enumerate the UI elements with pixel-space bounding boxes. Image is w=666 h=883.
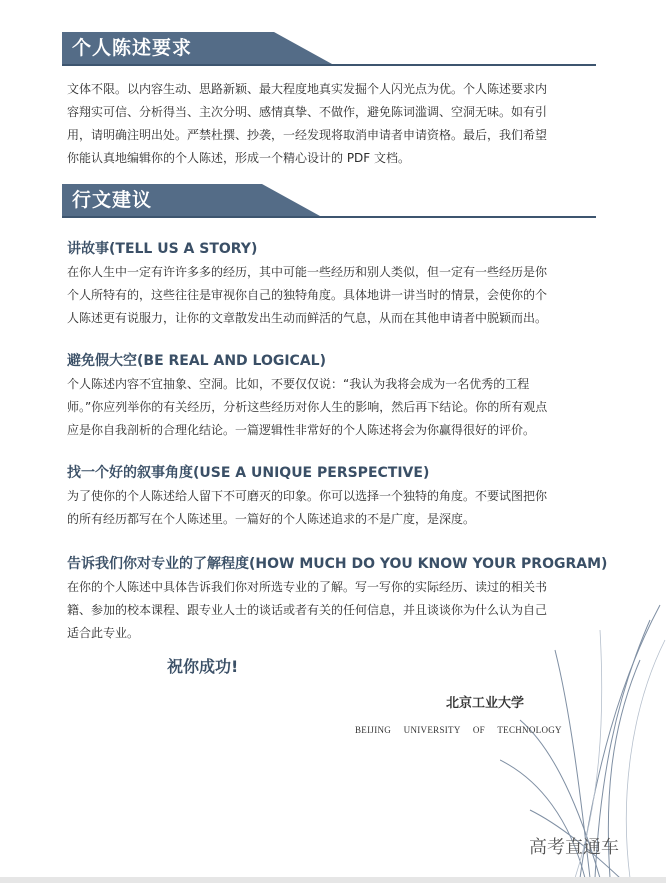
paragraph-line: 你能认真地编辑你的个人陈述，形成一个精心设计的 PDF 文档。 (67, 151, 411, 165)
tip-heading-know-program: 告诉我们你对专业的了解程度(HOW MUCH DO YOU KNOW YOUR PROGRAM) (67, 556, 608, 572)
tip-paragraph-be-real (67, 373, 607, 442)
paragraph-line: 人陈述更有说服力，让你的文章散发出生动而鲜活的气息，从而在其他申请者中脱颖而出。 (67, 311, 548, 325)
paragraph-line: 为了使你的个人陈述给人留下不可磨灭的印象。你可以选择一个独特的角度。不要试图把你 (67, 489, 548, 503)
paragraph-line: 师。”你应列举你的有关经历，分析这些经历对你人生的影响，然后再下结论。你的所有观点 (67, 400, 548, 414)
paragraph-line: 容翔实可信、分析得当、主次分明、感情真挚、不做作，避免陈词滥调、空洞无味。如有引 (67, 105, 548, 119)
paragraph-line: 文体不限。以内容生动、思路新颖、最大程度地真实发掘个人闪光点为优。个人陈述要求内 (67, 82, 548, 96)
paragraph-line: 应是你自我剖析的合理化结论。一篇逻辑性非常好的个人陈述将会为你赢得很好的评价。 (67, 423, 536, 437)
section-header-writing-tips (62, 184, 596, 222)
paragraph-line: 在你的个人陈述中具体告诉我们你对所选专业的了解。写一写你的实际经历、读过的相关书 (67, 580, 548, 594)
tip-paragraph-unique-perspective (67, 485, 607, 531)
bottom-border (0, 877, 666, 883)
paragraph-line: 用，请明确注明出处。严禁杜撰、抄袭，一经发现将取消申请者申请资格。最后，我们希望 (67, 128, 548, 142)
section-header-requirements (62, 32, 596, 70)
tip-heading-unique-perspective: 找一个好的叙事角度(USE A UNIQUE PERSPECTIVE) (67, 465, 430, 481)
tip-heading-tell-story: 讲故事(TELL US A STORY) (67, 241, 258, 257)
paragraph-line: 适合此专业。 (67, 626, 140, 640)
tip-paragraph-tell-story (67, 261, 607, 330)
section-title-requirements: 个人陈述要求 (72, 37, 193, 59)
paragraph-line: 在你人生中一定有许许多多的经历，其中可能一些经历和别人类似，但一定有一些经历是你 (67, 265, 548, 279)
section-title-writing-tips: 行文建议 (72, 189, 153, 211)
university-name-english: BEIJING UNIVERSITY OF TECHNOLOGY (355, 725, 562, 735)
closing-message: 祝你成功! (167, 657, 239, 676)
paragraph-line: 个人陈述内容不宜抽象、空洞。比如，不要仅仅说：“我认为我将会成为一名优秀的工程 (67, 377, 530, 391)
university-name-chinese: 北京工业大学 (446, 696, 525, 711)
paragraph-line: 籍、参加的校本课程、跟专业人士的谈话或者有关的任何信息，并且谈谈你为什么认为自己 (67, 603, 548, 617)
requirements-paragraph (67, 78, 607, 170)
tip-heading-be-real: 避免假大空(BE REAL AND LOGICAL) (67, 353, 326, 369)
paragraph-line: 的所有经历都写在个人陈述里。一篇好的个人陈述追求的不是广度，是深度。 (67, 512, 476, 526)
watermark-text: 高考直通车 (529, 837, 619, 858)
paragraph-line: 个人所特有的，这些往往是审视你自己的独特角度。具体地讲一讲当时的情景，会使你的个 (67, 288, 548, 302)
